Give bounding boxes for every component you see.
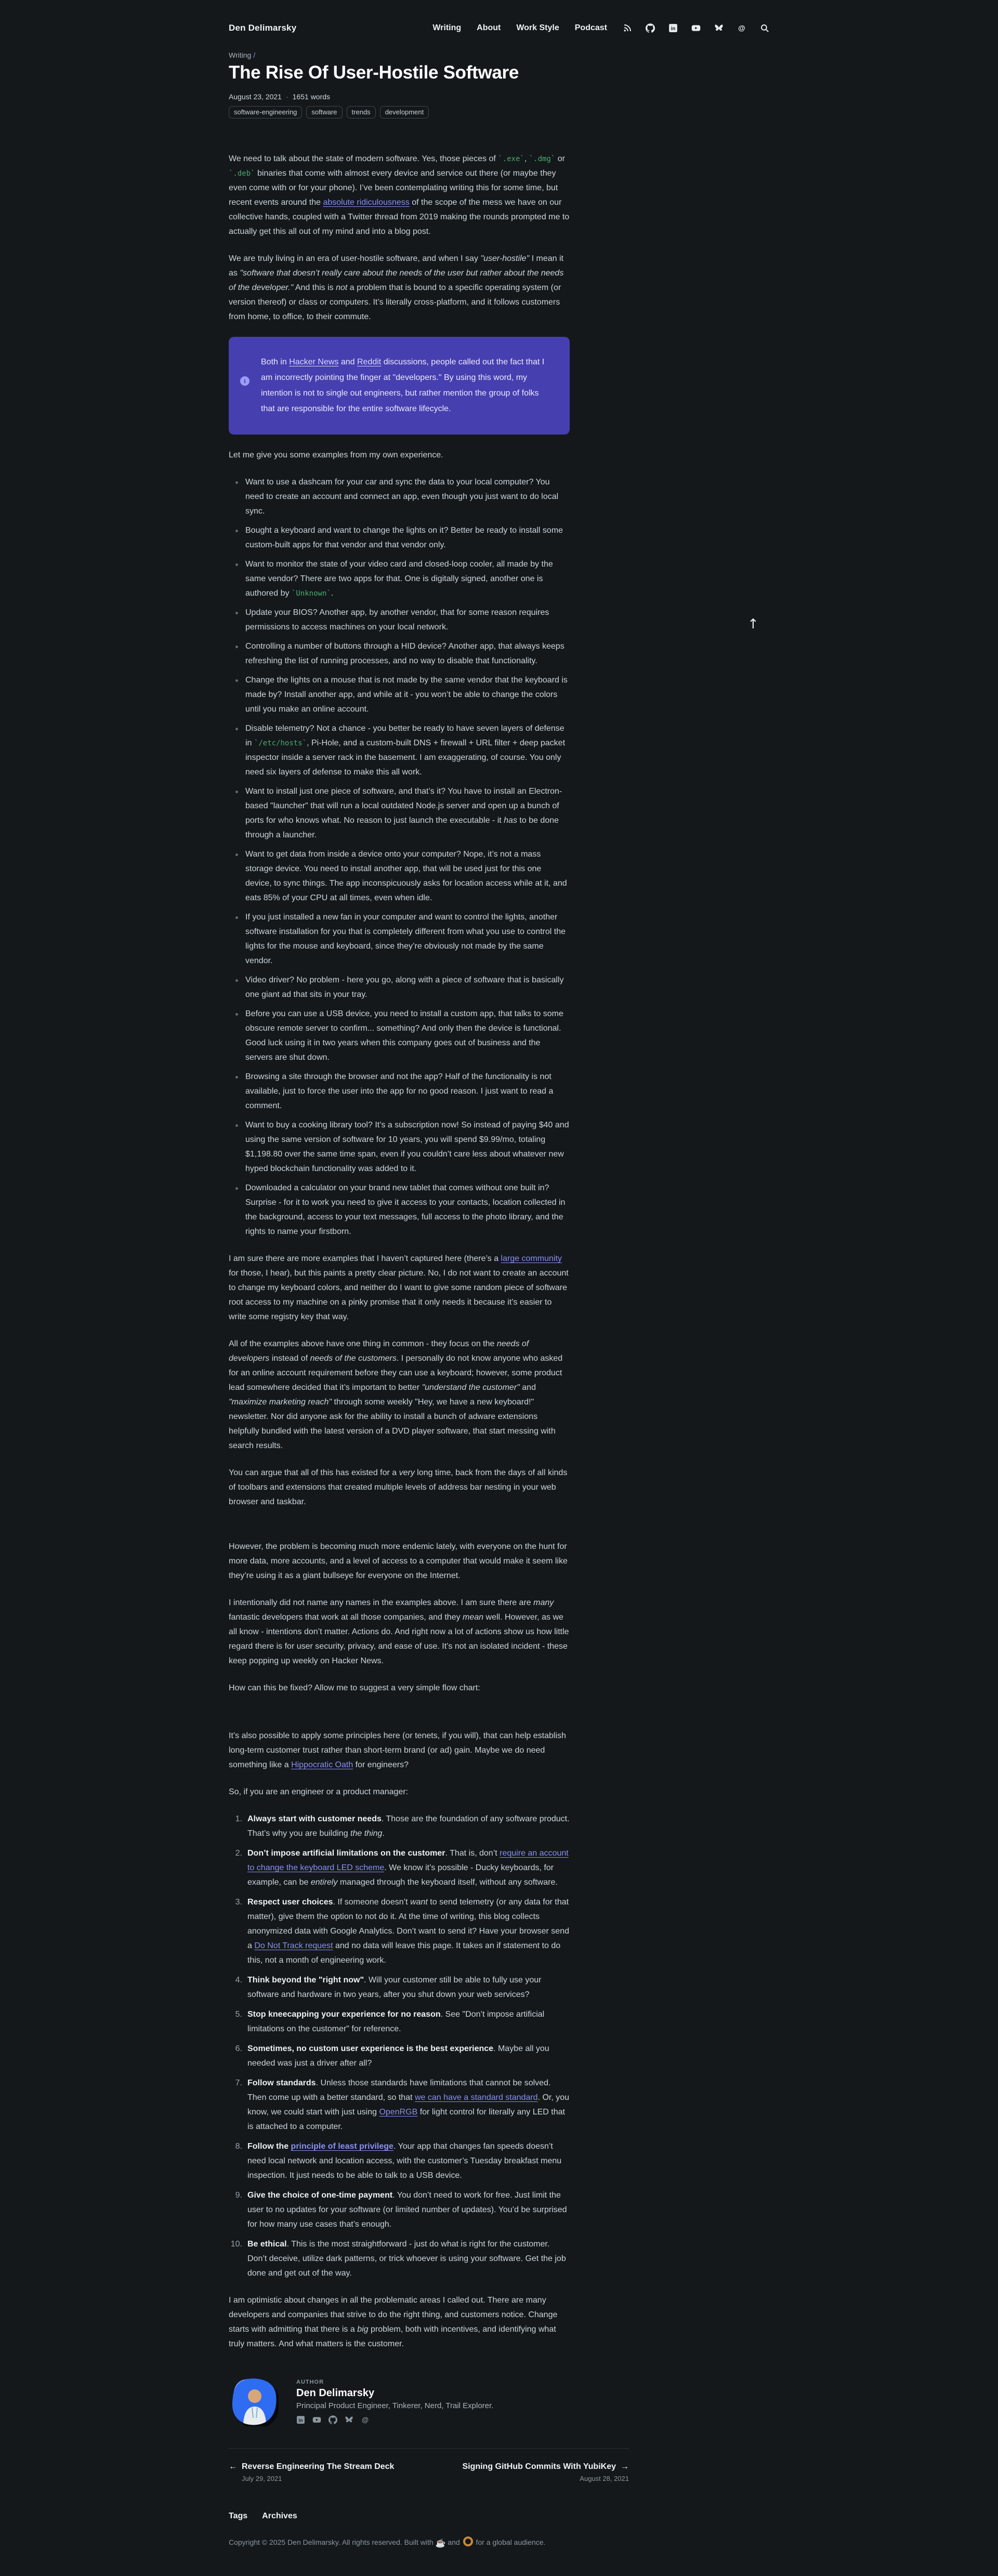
text-span: to send telemetry (or any data for that matter), give them the option to not do it. At the time of writing, this blog collects anonymized data with Google Analytics. Don’t want to send it? Have your browser send a bbox=[247, 1898, 569, 1951]
text-span: managed through the keyboard itself, without any software. bbox=[337, 1878, 558, 1887]
numbered-item bbox=[229, 1846, 570, 1890]
inline-code: `.exe` bbox=[498, 155, 524, 164]
next-post-date: August 28, 2021 bbox=[580, 2475, 629, 2483]
inline-link[interactable]: Reddit bbox=[357, 358, 382, 367]
footer-link[interactable]: Tags bbox=[229, 2512, 248, 2521]
right-arrow-icon: → bbox=[621, 2462, 629, 2472]
previous-post bbox=[229, 2462, 394, 2482]
text-span: Want to monitor the state of your video card and closed-loop cooler, all made by the same vendor? There are two apps for that. One is digitally signed, another one is authored by bbox=[245, 560, 553, 598]
strong-text: Stop kneecapping your experience for no reason bbox=[247, 2010, 441, 2019]
strong-text: Think beyond the "right now" bbox=[247, 1976, 364, 1985]
text-span: However, the problem is becoming much more endemic lately, with everyone on the hunt for more data, more accounts, and a level of access to a computer that would make it seem like they’re using it as a giant bullseye for everyone on the Internet. bbox=[229, 1542, 568, 1581]
copyright-line bbox=[229, 2536, 769, 2576]
text-span: So, if you are an engineer or a product manager: bbox=[229, 1788, 409, 1797]
text-span: I am sure there are more examples that I haven’t captured here (there’s a bbox=[229, 1254, 501, 1264]
text-span: It’s also possible to apply some principles here (or tenets, if you will), that can help establish long-term customer trust rather than short-term brand (or ad) gain. Maybe we do need something like a bbox=[229, 1731, 566, 1770]
text-span: , Pi-Hole, and a custom-built DNS + firewall + URL filter + deep packet inspector inside a server rack in the basement. I am exaggerating, of course. You only need six layers of defense to make this all work. bbox=[245, 739, 566, 777]
text-span: , bbox=[524, 154, 529, 164]
nav-link[interactable]: About bbox=[477, 23, 501, 32]
text-span: . Your app that changes fan speeds doesn’t need local network and location access, with the customer’s Tuesday breakfast menu inspection. It just needs to be able to talk to a USB device. bbox=[247, 2142, 562, 2180]
next-post-link[interactable] bbox=[462, 2462, 629, 2472]
text-span: . You don’t need to work for free. Just limit the user to no updates for your software (or limited number of updates). You’d be surprised for how many use cases that’s enough. bbox=[247, 2191, 567, 2229]
text-span: All of the examples above have one thing in common - they focus on the bbox=[229, 1339, 497, 1349]
github-icon[interactable] bbox=[329, 2415, 337, 2424]
text-span: I am optimistic about changes in all the problematic areas I called out. There are many developers and companies that strive to do the right thing, and customers notice. Change starts with admitting that there is a bbox=[229, 2296, 558, 2334]
text-span: You can argue that all of this has existed for a bbox=[229, 1468, 399, 1478]
next-post-title: Signing GitHub Commits With YubiKey bbox=[462, 2462, 616, 2472]
article-body bbox=[229, 152, 570, 2351]
list-number: 1. bbox=[235, 1815, 242, 1824]
inline-link[interactable]: large community bbox=[501, 1254, 562, 1264]
text-span: We need to talk about the state of modern software. Yes, those pieces of bbox=[229, 154, 498, 164]
text-span: . bbox=[382, 1829, 385, 1838]
github-icon[interactable] bbox=[646, 23, 655, 33]
text-span: . This is the most straightforward - just do what is right for the customer. Don’t deceive, utilize dark patterns, or trick whoever is using your software. Get the job done and get out of the way. bbox=[247, 2240, 566, 2278]
youtube-icon[interactable] bbox=[312, 2415, 321, 2424]
numbered-item bbox=[229, 2007, 570, 2036]
text-span: and bbox=[445, 2538, 462, 2547]
post-date: August 23, 2021 bbox=[229, 93, 282, 101]
meta-dot: · bbox=[285, 93, 288, 101]
paragraph bbox=[229, 1466, 570, 1509]
post-meta bbox=[229, 93, 769, 101]
text-span: . See "Don’t impose artificial limitations on the customer" for reference. bbox=[247, 2010, 545, 2034]
text-span: Before you can use a USB device, you need to install a custom app, that talks to some obscure remote server to confirm... something? And only then the device is functional. Good luck using it in two years when this company goes out of business and the servers are shut down. bbox=[245, 1009, 563, 1062]
list-item bbox=[229, 475, 570, 519]
numbered-item bbox=[229, 1895, 570, 1968]
paragraph bbox=[229, 1540, 570, 1583]
numbered-item bbox=[229, 1812, 570, 1841]
numbered-item bbox=[229, 2188, 570, 2232]
strong-text: Give the choice of one-time payment bbox=[247, 2191, 393, 2200]
text-span: a problem that is bound to a specific operating system (or version thereof) or class or computers. It’s literally cross-platform, and it follows customers from home, to office, to their commute. bbox=[229, 283, 561, 322]
strong-text: Be ethical bbox=[247, 2240, 287, 2249]
text-span: or bbox=[555, 154, 565, 164]
word-count: 1651 words bbox=[292, 93, 331, 101]
paragraph bbox=[229, 1337, 570, 1453]
list-number: 5. bbox=[235, 2010, 242, 2019]
list-number: 3. bbox=[235, 1898, 242, 1907]
list-item bbox=[229, 847, 570, 905]
emphasis-text: "understand the customer" bbox=[422, 1383, 520, 1392]
emphasis-text: big bbox=[357, 2325, 369, 2334]
numbered-item bbox=[229, 2237, 570, 2281]
inline-link[interactable]: absolute ridiculousness bbox=[323, 198, 410, 207]
list-item bbox=[229, 973, 570, 1002]
paragraph bbox=[229, 1252, 570, 1324]
flowchart-image-area bbox=[229, 1708, 570, 1729]
text-span: . Unless those standards have limitations that cannot be solved. Then come up with a better standard, so that bbox=[247, 2079, 551, 2102]
youtube-icon[interactable] bbox=[691, 23, 701, 33]
numbered-item bbox=[229, 2042, 570, 2071]
text-span: Want to install just one piece of software, and that’s it? You have to install an Electron-based "launcher" that will run a local outdated Node.js server and open up a bunch of ports for who knows what. No reason to just launch the executable - it bbox=[245, 787, 562, 825]
numbered-item bbox=[229, 2139, 570, 2183]
list-item bbox=[229, 784, 570, 843]
list-item bbox=[229, 1007, 570, 1065]
svg-text:in: in bbox=[298, 2417, 303, 2423]
text-span: Controlling a number of buttons through a HID device? Another app, that always keeps refreshing the list of running processes, and no way to disable that functionality. bbox=[245, 642, 564, 666]
emphasis-text: many bbox=[533, 1598, 554, 1608]
numbered-item bbox=[229, 2076, 570, 2134]
nav-link[interactable]: Podcast bbox=[574, 23, 607, 32]
text-span: Change the lights on a mouse that is not made by the same vendor that the keyboard is made by? Install another app, and while at it - you won’t be able to change the colors until you make an online account. bbox=[245, 676, 568, 714]
coffee-icon: ☕ bbox=[435, 2539, 446, 2548]
emphasis-text: needs of developers bbox=[229, 1339, 529, 1363]
text-span: . Those are the foundation of any software product. That’s why you are building bbox=[247, 1815, 570, 1838]
text-span: for those, I hear), but this paints a pretty clear picture. No, I do not want to create an account to change my keyboard colors, and neither do I want to give some random piece of software root access to my machine on a pinky promise that it only needs it because it’s easier to write some registry key that way. bbox=[229, 1269, 569, 1322]
author-label: AUTHOR bbox=[296, 2378, 324, 2385]
linkedin-icon[interactable] bbox=[668, 23, 678, 33]
previous-post-link[interactable] bbox=[229, 2462, 394, 2472]
emphasis-text: not bbox=[336, 283, 348, 293]
list-item bbox=[229, 606, 570, 635]
paragraph bbox=[229, 152, 570, 239]
search-icon[interactable] bbox=[760, 23, 769, 33]
inline-link[interactable]: principle of least privilege bbox=[291, 2142, 393, 2151]
paragraph bbox=[229, 448, 570, 463]
text-span: . That is, don’t bbox=[445, 1849, 500, 1858]
info-icon: i bbox=[240, 376, 250, 386]
text-span: Both in bbox=[261, 358, 290, 367]
list-item bbox=[229, 523, 570, 553]
main-nav bbox=[432, 23, 607, 33]
tag-pill[interactable]: software-engineering bbox=[229, 106, 302, 119]
svg-text:@: @ bbox=[361, 2415, 369, 2424]
numbered-item bbox=[229, 1973, 570, 2002]
paragraph bbox=[229, 1681, 570, 1696]
list-number: 7. bbox=[235, 2079, 242, 2088]
text-span: . If someone doesn’t bbox=[333, 1898, 411, 1907]
text-span: Bought a keyboard and want to change the lights on it? Better be ready to install some custom-built apps for that vendor and that vendor only. bbox=[245, 526, 563, 550]
inline-link[interactable]: OpenRGB bbox=[379, 2108, 418, 2117]
text-span: for a global audience. bbox=[474, 2538, 546, 2547]
header-right bbox=[432, 23, 769, 33]
author-bio: Principal Product Engineer, Tinkerer, Nerd, Trail Explorer. bbox=[296, 2401, 494, 2410]
text-span: How can this be fixed? Allow me to suggest a very simple flow chart: bbox=[229, 1684, 480, 1693]
strong-text: Don’t impose artificial limitations on the customer bbox=[247, 1849, 445, 1858]
strong-text: Follow the bbox=[247, 2142, 291, 2151]
text-span: and bbox=[338, 358, 357, 367]
text-span: through some weekly "Hey, we have a new keyboard!" newsletter. Nor did anyone ask for the ability to install a bunch of adware extensions helpfully bundled with the latest version of a DVD player software, that start messing with search results. bbox=[229, 1398, 556, 1451]
text-span: problem, both with incentives, and identifying what truly matters. And what matters is the customer. bbox=[229, 2325, 556, 2349]
text-span: long time, back from the days of all kinds of toolbars and extensions that created multiple levels of address bar nesting in your web browser and taskbar. bbox=[229, 1468, 568, 1507]
tag-pill[interactable]: development bbox=[380, 106, 429, 119]
section-gap bbox=[229, 1522, 570, 1540]
text-span: for engineers? bbox=[353, 1760, 409, 1770]
site-header bbox=[229, 0, 769, 33]
rss-icon[interactable] bbox=[623, 23, 632, 33]
text-span: . Or, you know, we could start with just using bbox=[247, 2093, 570, 2117]
emphasis-text: "software that doesn’t really care about the needs of the user but rather about the needs of the developer." bbox=[229, 269, 564, 293]
list-item bbox=[229, 557, 570, 601]
text-span: Video driver? No problem - here you go, along with a piece of software that is basically one giant ad that sits in your tray. bbox=[245, 976, 564, 1000]
inline-code: `.dmg` bbox=[529, 155, 556, 164]
scroll-to-top-button[interactable]: ↑ bbox=[744, 616, 762, 633]
emphasis-text: "maximize marketing reach" bbox=[229, 1398, 332, 1407]
text-span: Disable telemetry? Not a chance - you better be ready to have seven layers of defense in bbox=[245, 724, 564, 748]
paragraph bbox=[229, 2293, 570, 2351]
footer-links bbox=[229, 2512, 769, 2521]
site-logo[interactable]: Den Delimarsky bbox=[229, 23, 297, 33]
text-span: instead of bbox=[269, 1354, 310, 1363]
text-span: well. However, as we all know - intentions don’t matter. Actions do. And right now a lot of actions show us how little regard there is for user security, privacy, and ease of use. It’s not an isolated incident - these keep popping up weekly on Hacker News. bbox=[229, 1613, 569, 1666]
next-post bbox=[462, 2462, 629, 2482]
bluesky-icon[interactable] bbox=[345, 2415, 353, 2424]
author-card bbox=[229, 2376, 603, 2426]
author-avatar bbox=[229, 2376, 279, 2426]
breadcrumb-writing-link[interactable]: Writing bbox=[229, 51, 252, 59]
text-span: . We know it’s possible - Ducky keyboards, for example, can be bbox=[247, 1863, 554, 1887]
bluesky-icon[interactable] bbox=[714, 23, 724, 33]
author-social-icons bbox=[296, 2415, 493, 2424]
emphasis-text: "user-hostile" bbox=[480, 254, 530, 264]
breadcrumb bbox=[229, 51, 769, 59]
breadcrumb-separator: / bbox=[253, 51, 256, 59]
emphasis-text: the thing bbox=[350, 1829, 383, 1838]
svg-text:in: in bbox=[671, 26, 676, 32]
page-title: The Rise Of User-Hostile Software bbox=[229, 62, 519, 83]
strong-text: Always start with customer needs bbox=[247, 1815, 382, 1824]
text-span: Copyright © 2025 Den Delimarsky. All rights reserved. Built with bbox=[229, 2538, 436, 2547]
previous-post-date: July 29, 2021 bbox=[242, 2475, 282, 2483]
text-span: . Will your customer still be able to fully use your software and hardware in two years, after you shut down your web services? bbox=[247, 1976, 542, 2000]
emphasis-text: entirely bbox=[310, 1878, 338, 1887]
paragraph bbox=[229, 252, 570, 324]
paragraph bbox=[229, 1785, 570, 1799]
tag-row bbox=[229, 106, 769, 119]
inline-code: `Unknown` bbox=[291, 589, 331, 598]
text-span: And this is bbox=[293, 283, 336, 293]
footer-link[interactable]: Archives bbox=[262, 2512, 297, 2521]
callout-text bbox=[255, 354, 549, 417]
list-number: 2. bbox=[235, 1849, 242, 1858]
nav-link[interactable]: Work Style bbox=[516, 23, 559, 32]
emphasis-text: has bbox=[504, 816, 517, 825]
footer-divider bbox=[229, 2448, 629, 2449]
strong-text: Sometimes, no custom user experience is the best experience bbox=[247, 2044, 494, 2054]
text-span: . Maybe all you needed was just a driver after all? bbox=[247, 2044, 549, 2068]
paragraph bbox=[229, 1596, 570, 1668]
inline-link[interactable]: Hippocratic Oath bbox=[291, 1760, 353, 1770]
text-span: I intentionally did not name any names in the examples above. I am sure there are bbox=[229, 1598, 534, 1608]
text-span: Downloaded a calculator on your brand new tablet that comes without one built in? Surprise - for it to work you need to give it access to your contacts, location collected in the background, access to your text messages, full access to the photo library, and the rights to name your firstborn. bbox=[245, 1184, 566, 1237]
emphasis-text: needs of the customers bbox=[310, 1354, 397, 1363]
list-number: 9. bbox=[235, 2191, 242, 2200]
text-span: discussions, people called out the fact that I am incorrectly pointing the finger at "developers." By using this word, my intention is not to single out engineers, but rather mention the group of folks that are responsible for the entire software lifecycle. bbox=[261, 358, 545, 414]
inline-code: `/etc/hosts` bbox=[254, 739, 307, 748]
text-span: . I personally do not know anyone who asked for an online account requirement before they can use a keyboard; however, some product lead somewhere decided that it’s important to better bbox=[229, 1354, 563, 1392]
text-span: of the scope of the mess we have on our collective hands, coupled with a Twitter thread from 2019 making the rounds prompted me to actually get this all out of my mind and into a blog post. bbox=[229, 198, 570, 236]
text-span: and no data will leave this page. It takes an if statement to do this, not a month of engineering work. bbox=[247, 1941, 561, 1965]
list-item bbox=[229, 1070, 570, 1113]
principles-list bbox=[229, 1812, 570, 2281]
list-number: 10. bbox=[230, 2240, 242, 2249]
text-span: Want to use a dashcam for your car and sync the data to your local computer? You need to create an account and connect an app, even though you just want to do local sync. bbox=[245, 478, 559, 516]
list-item bbox=[229, 721, 570, 780]
text-span: to be done through a launcher. bbox=[245, 816, 559, 840]
text-span: and bbox=[519, 1383, 536, 1392]
inline-link[interactable]: require an account to change the keyboard LED scheme bbox=[247, 1849, 569, 1873]
mastodon-icon[interactable] bbox=[737, 23, 746, 33]
tag-pill[interactable]: software bbox=[306, 106, 342, 119]
emphasis-text: want bbox=[410, 1898, 428, 1907]
list-item bbox=[229, 1181, 570, 1239]
inline-code: `.deb` bbox=[229, 169, 255, 178]
tag-pill[interactable]: trends bbox=[347, 106, 376, 119]
header-social-icons bbox=[623, 23, 769, 33]
text-span: Update your BIOS? Another app, by another vendor, that for some reason requires permissions to access machines on your local network. bbox=[245, 608, 549, 632]
list-number: 6. bbox=[235, 2044, 242, 2054]
author-info bbox=[296, 2379, 493, 2424]
nav-link[interactable]: Writing bbox=[432, 23, 462, 32]
list-number: 8. bbox=[235, 2142, 242, 2151]
previous-post-title: Reverse Engineering The Stream Deck bbox=[242, 2462, 395, 2472]
text-span: Want to buy a cooking library tool? It’s a subscription now! So instead of paying $40 and using the same version of software for 10 years, you will spend $9.99/mo, totaling $1,198.80 over the same time span, even if you couldn’t care less about whatever new hyped blockchain functionality was added to it. bbox=[245, 1121, 569, 1174]
author-name: Den Delimarsky bbox=[296, 2387, 375, 2399]
inline-link[interactable]: Do Not Track request bbox=[254, 1941, 333, 1951]
text-span: Browsing a site through the browser and not the app? Half of the functionality is not available, just to force the user into the app for no good reason. I just want to read a comment. bbox=[245, 1072, 554, 1111]
strong-text: Follow standards bbox=[247, 2079, 316, 2088]
list-item bbox=[229, 910, 570, 968]
post-navigation bbox=[229, 2462, 629, 2482]
info-callout bbox=[229, 337, 570, 435]
mastodon-icon[interactable] bbox=[361, 2415, 370, 2424]
emphasis-text: mean bbox=[463, 1613, 484, 1622]
text-span: . bbox=[331, 589, 334, 598]
left-arrow-icon: ← bbox=[229, 2462, 237, 2472]
text-span: We are truly living in an era of user-hostile software, and when I say bbox=[229, 254, 481, 264]
text-span: for light control for literally any LED that is attached to a computer. bbox=[247, 2108, 565, 2132]
emphasis-text: very bbox=[399, 1468, 415, 1478]
paragraph bbox=[229, 1729, 570, 1772]
list-item bbox=[229, 673, 570, 717]
list-item bbox=[229, 639, 570, 668]
text-span: If you just installed a new fan in your computer and want to control the lights, another software installation for you that is completely different from what you use to control the lights for the mouse and keyboard, since they’re obviously not made by the same vendor. bbox=[245, 913, 566, 966]
list-number: 4. bbox=[235, 1976, 242, 1985]
examples-list bbox=[229, 475, 570, 1239]
list-item bbox=[229, 1118, 570, 1176]
page-container bbox=[229, 0, 769, 2576]
text-span: binaries that come with almost every device and service out there (or maybe they even come with or for your phone). I’ve been contemplating writing this for some time, but recent events around the bbox=[229, 169, 558, 207]
text-span: I mean it as bbox=[229, 254, 563, 278]
linkedin-icon[interactable] bbox=[296, 2415, 305, 2424]
text-span: Want to get data from inside a device onto your computer? Nope, it’s not a mass storage device. You need to install another app, that will be used just for this one device, to sync things. The app inconspicuously asks for location access while at it, and eats 85% of your CPU at all times, even when idle. bbox=[245, 850, 567, 903]
svg-text:@: @ bbox=[738, 24, 745, 33]
text-span: fantastic developers that work at all those companies, and they bbox=[229, 1613, 463, 1622]
inline-link[interactable]: we can have a standard standard bbox=[414, 2093, 538, 2102]
donut-icon bbox=[463, 2536, 473, 2546]
inline-link[interactable]: Hacker News bbox=[289, 358, 339, 367]
strong-text: Respect user choices bbox=[247, 1898, 333, 1907]
text-span: Let me give you some examples from my own experience. bbox=[229, 451, 443, 460]
